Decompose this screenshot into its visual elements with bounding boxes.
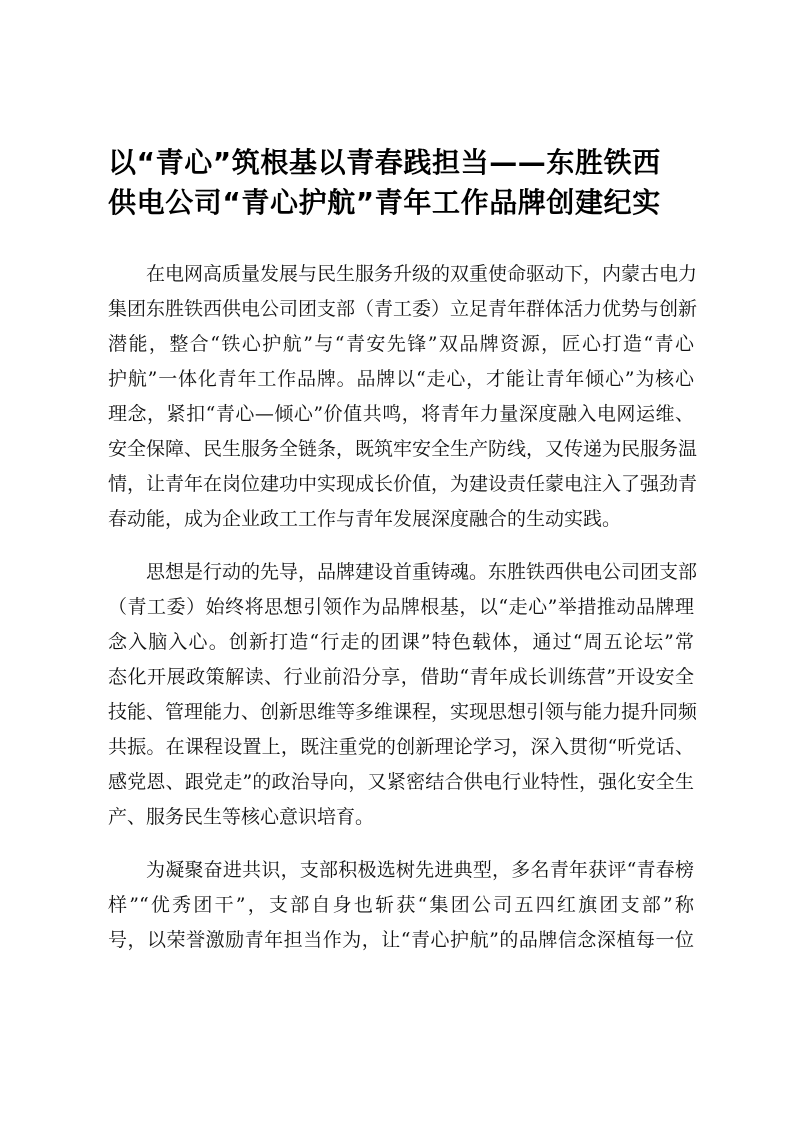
paragraph-2-line-1: 思想是行动的先导，品牌建设首重铸魂。东胜铁西供电公司团支部 [146, 561, 698, 583]
paragraph-2-line-2: （青工委）始终将思想引领作为品牌根基，以“走心”举措推动品牌理 [108, 596, 694, 618]
paragraph-3-line-2: 样”“优秀团干”，支部自身也斩获“集团公司五四红旗团支部”称 [108, 894, 694, 916]
paragraph-3 [108, 853, 694, 958]
paragraph-2-line-6: 共振。在课程设置上，既注重党的创新理论学习，深入贯彻“听党话、 [108, 736, 694, 758]
paragraph-1-line-1: 在电网高质量发展与民生服务升级的双重使命驱动下，内蒙古电力 [146, 263, 698, 285]
article-body [108, 257, 698, 976]
title-line-2: 供电公司“青心护航”青年工作品牌创建纪实 [108, 186, 661, 219]
paragraph-2-line-8: 产、服务民生等核心意识培育。 [108, 806, 375, 828]
title-line-1: 以“青心”筑根基以青春践担当——东胜铁西 [108, 146, 661, 179]
paragraph-2 [108, 555, 698, 835]
paragraph-1-line-2: 集团东胜铁西供电公司团支部（青工委）立足青年群体活力优势与创新 [108, 298, 698, 320]
paragraph-3-line-3: 号，以荣誉激励青年担当作为，让“青心护航”的品牌信念深植每一位 [108, 929, 694, 951]
article-title [108, 143, 698, 223]
paragraph-1-line-7: 情，让青年在岗位建功中实现成长价值，为建设责任蒙电注入了强劲青 [108, 473, 698, 495]
paragraph-1-line-6: 安全保障、民生服务全链条，既筑牢安全生产防线，又传递为民服务温 [108, 438, 698, 460]
paragraph-2-line-7: 感党恩、跟党走”的政治导向，又紧密结合供电行业特性，强化安全生 [108, 771, 694, 793]
paragraph-1-line-8: 春动能，成为企业政工工作与青年发展深度融合的生动实践。 [108, 508, 622, 530]
paragraph-2-line-4: 态化开展政策解读、行业前沿分享，借助“青年成长训练营”开设安全 [108, 666, 694, 688]
paragraph-1-line-4: 护航”一体化青年工作品牌。品牌以“走心，才能让青年倾心”为核心 [108, 368, 694, 390]
paragraph-1-line-3: 潜能，整合“铁心护航”与“青安先锋”双品牌资源，匠心打造“青心 [108, 333, 694, 355]
paragraph-2-line-3: 念入脑入心。创新打造“行走的团课”特色载体，通过“周五论坛”常 [108, 631, 694, 653]
paragraph-1-line-5: 理念，紧扣“青心—倾心”价值共鸣，将青年力量深度融入电网运维、 [108, 403, 694, 425]
paragraph-3-line-1: 为凝聚奋进共识，支部积极选树先进典型，多名青年获评“青春榜 [146, 859, 694, 881]
paragraph-2-line-5: 技能、管理能力、创新思维等多维课程，实现思想引领与能力提升同频 [108, 701, 698, 723]
paragraph-1 [108, 257, 698, 537]
